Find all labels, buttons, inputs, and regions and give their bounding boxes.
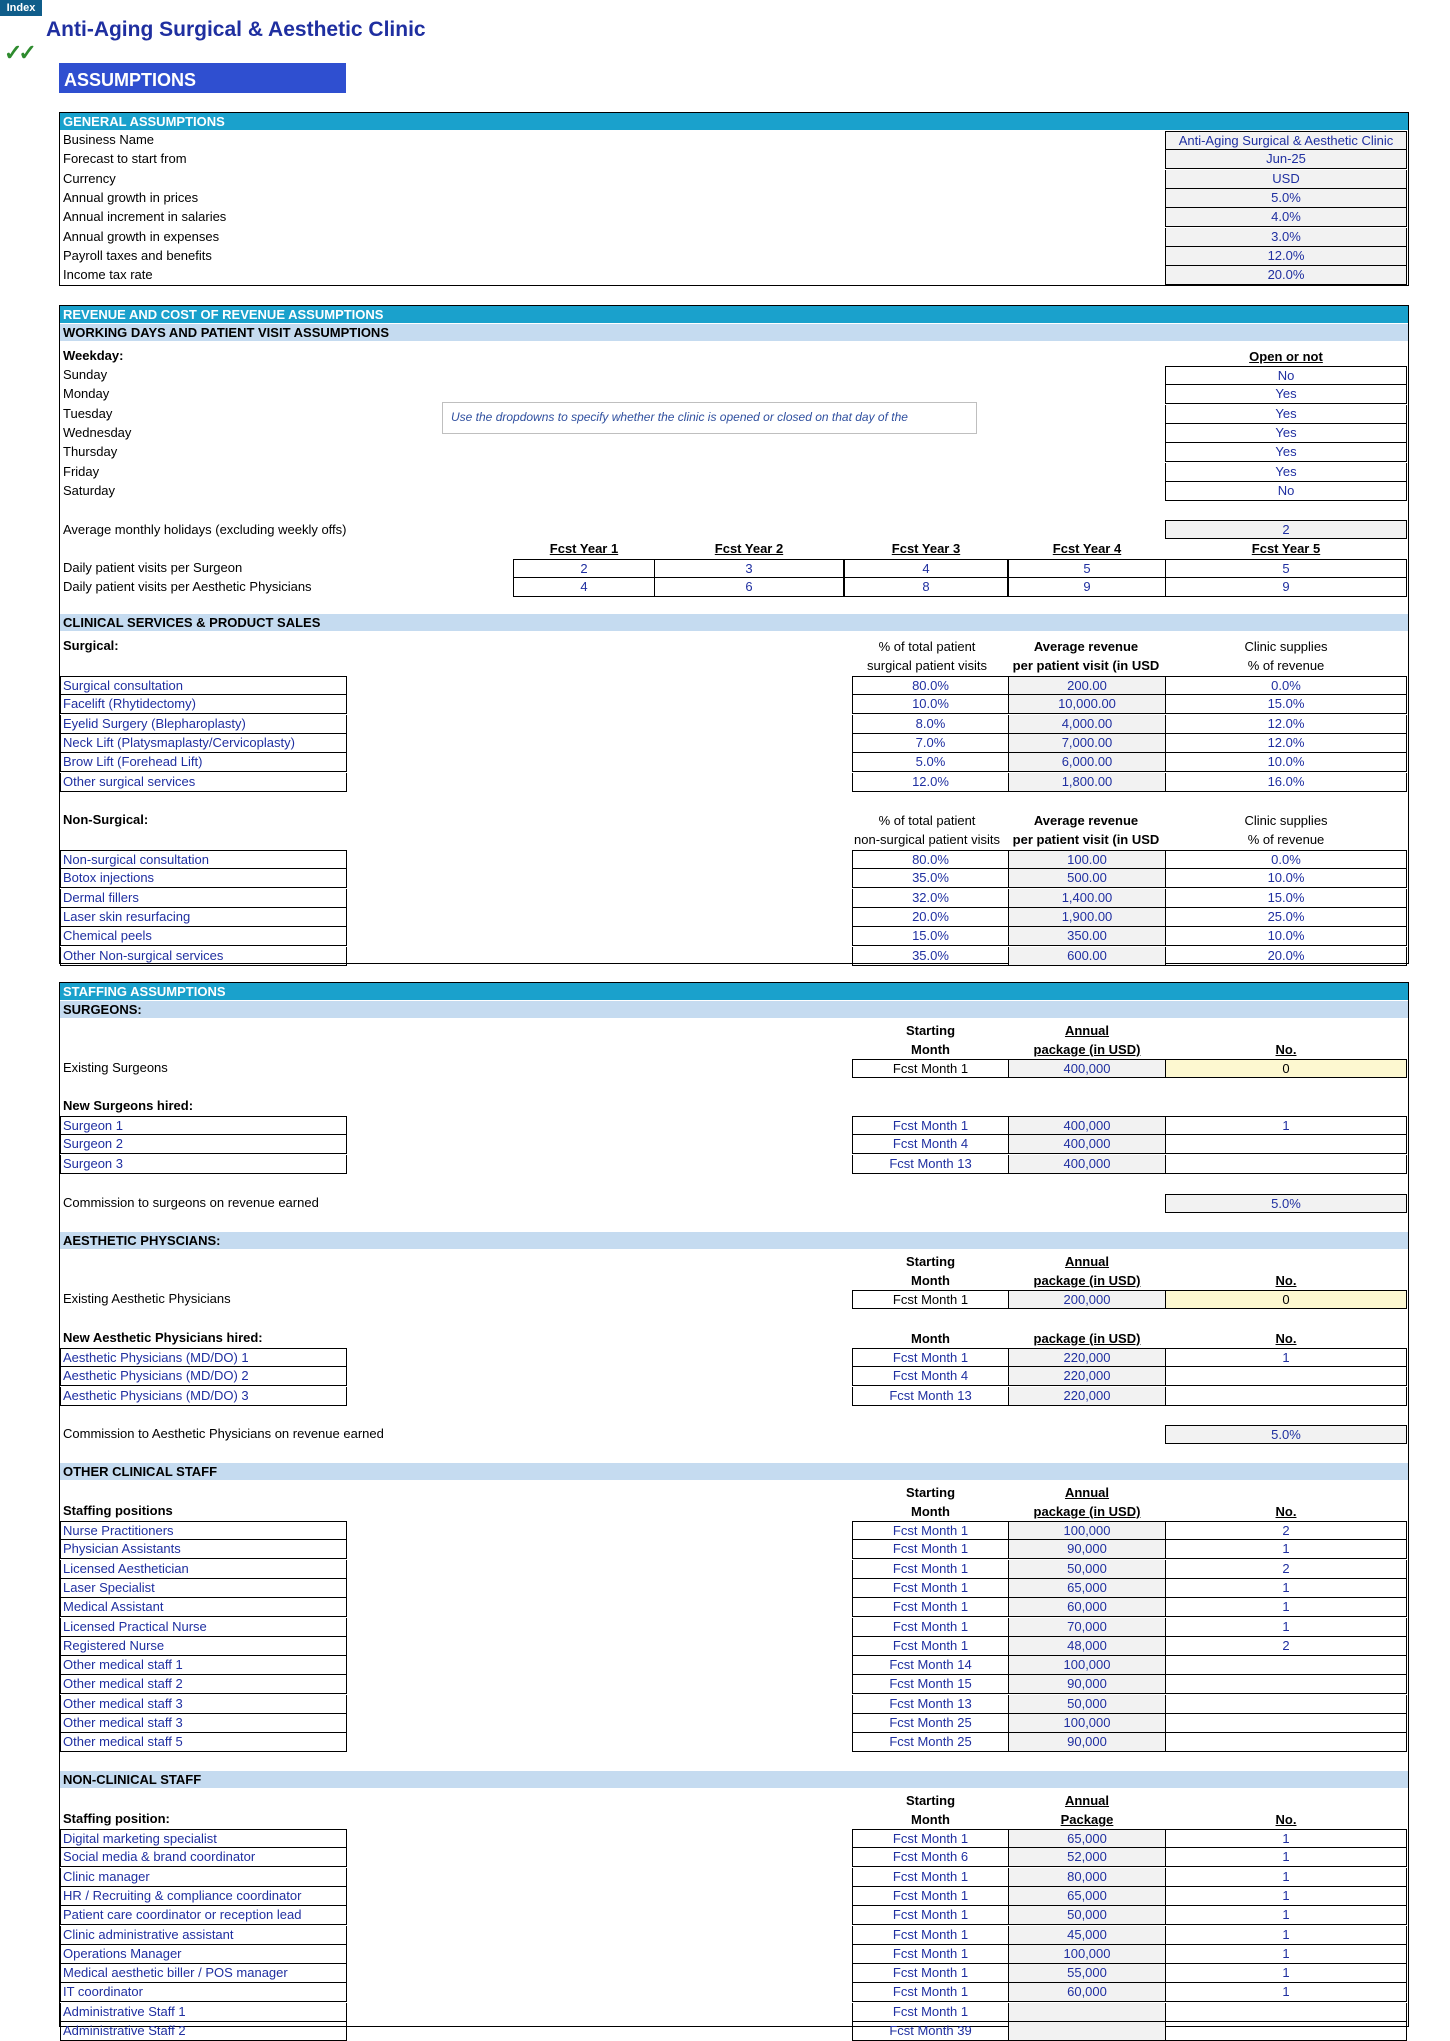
staff-count[interactable]: [1165, 2003, 1407, 2022]
service-pct[interactable]: 80.0%: [852, 676, 1009, 695]
general-row-label: Payroll taxes and benefits: [63, 247, 212, 263]
visits-aesthetic-cell[interactable]: 4: [513, 578, 655, 597]
existing-package[interactable]: 200,000: [1008, 1290, 1166, 1309]
staff-package[interactable]: 50,000: [1008, 1695, 1166, 1714]
existing-count[interactable]: 0: [1165, 1059, 1407, 1078]
staff-start-month[interactable]: Fcst Month 1: [852, 1618, 1009, 1637]
existing-label: Existing Aesthetic Physicians: [63, 1291, 231, 1306]
surgical-label: Surgical:: [63, 638, 119, 653]
service-pct[interactable]: 15.0%: [852, 927, 1009, 946]
service-revenue[interactable]: 350.00: [1008, 927, 1166, 946]
staff-link[interactable]: Social media & brand coordinator: [60, 1848, 347, 1867]
staff-count[interactable]: 2: [1165, 1637, 1407, 1656]
staff-count[interactable]: [1165, 2022, 1407, 2041]
staff-link[interactable]: Clinic manager: [60, 1868, 347, 1887]
staff-package[interactable]: 50,000: [1008, 1560, 1166, 1579]
staff-link[interactable]: Licensed Practical Nurse: [60, 1618, 347, 1637]
check-icon: ✓✓: [4, 40, 33, 65]
staff-count[interactable]: 1: [1165, 1540, 1407, 1559]
general-row-label: Annual growth in prices: [63, 189, 199, 205]
no-header: No.: [1275, 1812, 1297, 1827]
general-row-label: Forecast to start from: [63, 151, 187, 167]
s-col2-b: per patient visit (in USD: [1012, 658, 1160, 673]
year-header: Fcst Year 4: [1052, 541, 1122, 556]
staff-count[interactable]: 1: [1165, 1829, 1407, 1848]
staff-count[interactable]: 1: [1165, 1906, 1407, 1925]
staff-package[interactable]: 45,000: [1008, 1926, 1166, 1945]
staff-count[interactable]: 1: [1165, 1887, 1407, 1906]
position-label: Staffing position:: [63, 1811, 170, 1826]
visits-surgeon-cell[interactable]: 5: [1165, 559, 1407, 578]
s-col3-b: % of revenue: [1247, 658, 1325, 673]
starting-header: Starting: [905, 1485, 956, 1500]
staff-link[interactable]: Nurse Practitioners: [60, 1521, 347, 1540]
staff-start-month[interactable]: Fcst Month 1: [852, 1829, 1009, 1848]
general-row-value[interactable]: USD: [1165, 170, 1407, 189]
day-open-dropdown[interactable]: Yes: [1165, 424, 1407, 443]
working-days-header: WORKING DAYS AND PATIENT VISIT ASSUMPTIONS: [60, 324, 1408, 341]
staff-package[interactable]: 90,000: [1008, 1540, 1166, 1559]
staff-package[interactable]: 90,000: [1008, 1733, 1166, 1752]
general-row-value[interactable]: 4.0%: [1165, 208, 1407, 227]
year-header: Fcst Year 3: [891, 541, 961, 556]
staff-count[interactable]: 1: [1165, 1618, 1407, 1637]
general-header: GENERAL ASSUMPTIONS: [60, 113, 1408, 130]
year-header: Fcst Year 2: [714, 541, 784, 556]
service-supplies[interactable]: 25.0%: [1165, 908, 1407, 927]
staff-package[interactable]: 80,000: [1008, 1868, 1166, 1887]
staff-link[interactable]: Other medical staff 5: [60, 1733, 347, 1752]
staff-count[interactable]: 1: [1165, 1983, 1407, 2002]
day-label: Tuesday: [63, 405, 113, 421]
service-link[interactable]: Chemical peels: [60, 927, 347, 946]
staff-start-month[interactable]: Fcst Month 1: [852, 2003, 1009, 2022]
service-link[interactable]: Other Non-surgical services: [60, 947, 347, 966]
staff-count[interactable]: [1165, 1367, 1407, 1386]
staff-start-month[interactable]: Fcst Month 1: [852, 1116, 1009, 1135]
staff-package[interactable]: 60,000: [1008, 1598, 1166, 1617]
staff-start-month[interactable]: Fcst Month 1: [852, 1579, 1009, 1598]
staff-package[interactable]: 52,000: [1008, 1848, 1166, 1867]
service-pct[interactable]: 10.0%: [852, 695, 1009, 714]
staff-package[interactable]: 100,000: [1008, 1945, 1166, 1964]
service-pct[interactable]: 80.0%: [852, 850, 1009, 869]
staff-package[interactable]: [1008, 2022, 1166, 2041]
staff-link[interactable]: Other medical staff 1: [60, 1656, 347, 1675]
staff-package[interactable]: 100,000: [1008, 1521, 1166, 1540]
service-link[interactable]: Botox injections: [60, 869, 347, 888]
existing-package[interactable]: 400,000: [1008, 1059, 1166, 1078]
annual-header: Annual: [1064, 1485, 1110, 1500]
visits-surgeon-cell[interactable]: 5: [1008, 559, 1166, 578]
staff-count[interactable]: 2: [1165, 1521, 1407, 1540]
holidays-value[interactable]: 2: [1165, 520, 1407, 539]
staff-start-month[interactable]: Fcst Month 1: [852, 1540, 1009, 1559]
general-row-label: Annual increment in salaries: [63, 209, 227, 225]
staff-link[interactable]: Physician Assistants: [60, 1540, 347, 1559]
staff-package[interactable]: 220,000: [1008, 1367, 1166, 1386]
nonclinical-header: NON-CLINICAL STAFF: [60, 1771, 1408, 1788]
general-row-value[interactable]: Anti-Aging Surgical & Aesthetic Clinic: [1165, 131, 1407, 150]
staff-start-month[interactable]: Fcst Month 1: [852, 1598, 1009, 1617]
staff-count[interactable]: 1: [1165, 1116, 1407, 1135]
surgeon-commission-value[interactable]: 5.0%: [1165, 1194, 1407, 1213]
no-header: No.: [1275, 1504, 1297, 1519]
staff-link[interactable]: HR / Recruiting & compliance coordinator: [60, 1887, 347, 1906]
staff-link[interactable]: Administrative Staff 1: [60, 2003, 347, 2022]
service-revenue[interactable]: 1,400.00: [1008, 889, 1166, 908]
service-supplies[interactable]: 20.0%: [1165, 947, 1407, 966]
service-link[interactable]: Surgical consultation: [60, 676, 347, 695]
service-link[interactable]: Neck Lift (Platysmaplasty/Cervicoplasty): [60, 734, 347, 753]
day-open-dropdown[interactable]: Yes: [1165, 405, 1407, 424]
staff-link[interactable]: Operations Manager: [60, 1945, 347, 1964]
staff-link[interactable]: Patient care coordinator or reception lead: [60, 1906, 347, 1925]
staff-link[interactable]: Licensed Aesthetician: [60, 1560, 347, 1579]
day-label: Saturday: [63, 482, 116, 498]
n-col3-a: Clinic supplies: [1244, 813, 1328, 828]
year-header: Fcst Year 1: [549, 541, 619, 556]
service-pct[interactable]: 35.0%: [852, 869, 1009, 888]
no-header: No.: [1275, 1273, 1297, 1288]
existing-start-month[interactable]: Fcst Month 1: [852, 1059, 1009, 1078]
service-supplies[interactable]: 0.0%: [1165, 676, 1407, 695]
general-row-value[interactable]: 3.0%: [1165, 228, 1407, 247]
staff-count[interactable]: [1165, 1733, 1407, 1752]
visits-aesthetic-cell[interactable]: 8: [844, 578, 1008, 597]
staff-package[interactable]: 220,000: [1008, 1387, 1166, 1406]
visits-surgeon-cell[interactable]: 2: [513, 559, 655, 578]
s-col3-a: Clinic supplies: [1244, 639, 1328, 654]
day-open-dropdown[interactable]: No: [1165, 366, 1407, 385]
staff-start-month[interactable]: Fcst Month 1: [852, 1637, 1009, 1656]
staff-link[interactable]: Other medical staff 2: [60, 1675, 347, 1694]
service-pct[interactable]: 20.0%: [852, 908, 1009, 927]
day-label: Thursday: [63, 444, 118, 460]
staff-count[interactable]: 2: [1165, 1560, 1407, 1579]
staff-start-month[interactable]: Fcst Month 1: [852, 1521, 1009, 1540]
staff-count[interactable]: [1165, 1695, 1407, 1714]
package-header: Package: [1060, 1812, 1114, 1827]
nonsurgical-label: Non-Surgical:: [63, 812, 149, 827]
staff-start-month[interactable]: Fcst Month 1: [852, 1348, 1009, 1367]
staff-start-month[interactable]: Fcst Month 1: [852, 1983, 1009, 2002]
staff-package[interactable]: 100,000: [1008, 1656, 1166, 1675]
month-header: Month: [911, 1812, 950, 1827]
staff-package[interactable]: 65,000: [1008, 1579, 1166, 1598]
package-header: package (in USD): [1033, 1273, 1141, 1288]
service-revenue[interactable]: 600.00: [1008, 947, 1166, 966]
annual-header: Annual: [1064, 1023, 1110, 1038]
s-col1-b: surgical patient visits: [867, 658, 987, 673]
n-col3-b: % of revenue: [1247, 832, 1325, 847]
s-col1-a: % of total patient: [878, 639, 976, 654]
existing-label: Existing Surgeons: [63, 1060, 168, 1075]
staff-package[interactable]: 65,000: [1008, 1887, 1166, 1906]
service-pct[interactable]: 7.0%: [852, 734, 1009, 753]
other-staff-header: OTHER CLINICAL STAFF: [60, 1463, 1408, 1480]
staff-link[interactable]: Registered Nurse: [60, 1637, 347, 1656]
service-link[interactable]: Non-surgical consultation: [60, 850, 347, 869]
surgeon-commission-label: Commission to surgeons on revenue earned: [63, 1195, 319, 1210]
service-link[interactable]: Facelift (Rhytidectomy): [60, 695, 347, 714]
aesthetic-commission-value[interactable]: 5.0%: [1165, 1425, 1407, 1444]
staff-count[interactable]: 1: [1165, 1868, 1407, 1887]
staff-start-month[interactable]: Fcst Month 1: [852, 1964, 1009, 1983]
staff-count[interactable]: 1: [1165, 1598, 1407, 1617]
starting-header: Starting: [905, 1254, 956, 1269]
service-pct[interactable]: 32.0%: [852, 889, 1009, 908]
staff-package[interactable]: 400,000: [1008, 1135, 1166, 1154]
annual-header: Annual: [1064, 1254, 1110, 1269]
new-aesthetic-label: New Aesthetic Physicians hired:: [63, 1330, 263, 1345]
staff-start-month[interactable]: Fcst Month 1: [852, 1560, 1009, 1579]
staffing-header: STAFFING ASSUMPTIONS: [60, 983, 1408, 1000]
day-label: Wednesday: [63, 424, 132, 440]
staff-link[interactable]: Aesthetic Physicians (MD/DO) 2: [60, 1367, 347, 1386]
service-link[interactable]: Eyelid Surgery (Blepharoplasty): [60, 715, 347, 734]
staff-link[interactable]: Aesthetic Physicians (MD/DO) 3: [60, 1387, 347, 1406]
staff-count[interactable]: [1165, 1675, 1407, 1694]
staff-start-month[interactable]: Fcst Month 14: [852, 1656, 1009, 1675]
staff-link[interactable]: Medical aesthetic biller / POS manager: [60, 1964, 347, 1983]
general-row-label: Currency: [63, 170, 116, 186]
general-row-label: Business Name: [63, 132, 155, 147]
general-row-label: Income tax rate: [63, 267, 153, 283]
service-supplies[interactable]: 12.0%: [1165, 734, 1407, 753]
no-header: No.: [1275, 1331, 1297, 1346]
staff-package[interactable]: [1008, 2003, 1166, 2022]
positions-label: Staffing positions: [63, 1503, 173, 1518]
service-supplies[interactable]: 10.0%: [1165, 753, 1407, 772]
staff-start-month[interactable]: Fcst Month 25: [852, 1714, 1009, 1733]
service-link[interactable]: Brow Lift (Forehead Lift): [60, 753, 347, 772]
staff-count[interactable]: 1: [1165, 1964, 1407, 1983]
n-col2-b: per patient visit (in USD: [1012, 832, 1160, 847]
staff-package[interactable]: 400,000: [1008, 1116, 1166, 1135]
package-header: package (in USD): [1033, 1504, 1141, 1519]
service-supplies[interactable]: 15.0%: [1165, 889, 1407, 908]
starting-header: Starting: [905, 1023, 956, 1038]
staff-link[interactable]: Clinic administrative assistant: [60, 1926, 347, 1945]
general-row-value[interactable]: 20.0%: [1165, 266, 1407, 285]
staff-package[interactable]: 90,000: [1008, 1675, 1166, 1694]
service-revenue[interactable]: 200.00: [1008, 676, 1166, 695]
staff-count[interactable]: [1165, 1656, 1407, 1675]
staff-count[interactable]: [1165, 1155, 1407, 1174]
staff-start-month[interactable]: Fcst Month 1: [852, 1887, 1009, 1906]
visits-aesthetic-cell[interactable]: 6: [654, 578, 844, 597]
service-pct[interactable]: 12.0%: [852, 773, 1009, 792]
general-row-label: Annual growth in expenses: [63, 228, 220, 244]
visits-aesthetic-label: Daily patient visits per Aesthetic Physicians: [63, 579, 312, 594]
revenue-header: REVENUE AND COST OF REVENUE ASSUMPTIONS: [60, 306, 1408, 323]
surgeons-header: SURGEONS:: [60, 1001, 1408, 1018]
visits-aesthetic-cell[interactable]: 9: [1008, 578, 1166, 597]
clinical-header: CLINICAL SERVICES & PRODUCT SALES: [60, 614, 1408, 631]
staff-package[interactable]: 55,000: [1008, 1964, 1166, 1983]
staff-package[interactable]: 60,000: [1008, 1983, 1166, 2002]
staff-count[interactable]: [1165, 1135, 1407, 1154]
visits-surgeon-cell[interactable]: 3: [654, 559, 844, 578]
staff-count[interactable]: 1: [1165, 1848, 1407, 1867]
general-row-value[interactable]: Jun-25: [1165, 150, 1407, 169]
staff-count[interactable]: [1165, 1387, 1407, 1406]
assumptions-label: ASSUMPTIONS: [59, 63, 346, 93]
index-tab[interactable]: Index: [0, 0, 42, 16]
service-supplies[interactable]: 10.0%: [1165, 927, 1407, 946]
aesthetic-header: AESTHETIC PHYSCIANS:: [60, 1232, 1408, 1249]
day-open-dropdown[interactable]: Yes: [1165, 443, 1407, 462]
service-link[interactable]: Other surgical services: [60, 773, 347, 792]
n-col1-b: non-surgical patient visits: [854, 832, 1000, 847]
staff-link[interactable]: Digital marketing specialist: [60, 1829, 347, 1848]
staff-package[interactable]: 100,000: [1008, 1714, 1166, 1733]
dropdown-note: Use the dropdowns to specify whether the clinic is opened or closed on that day of the: [442, 402, 977, 434]
staff-link[interactable]: Laser Specialist: [60, 1579, 347, 1598]
month-header: Month: [911, 1331, 950, 1346]
day-label: Monday: [63, 386, 110, 402]
staff-count[interactable]: 1: [1165, 1579, 1407, 1598]
service-revenue[interactable]: 6,000.00: [1008, 753, 1166, 772]
service-revenue[interactable]: 100.00: [1008, 850, 1166, 869]
visits-surgeon-label: Daily patient visits per Surgeon: [63, 560, 243, 575]
n-col2-a: Average revenue: [1033, 813, 1139, 828]
staff-link[interactable]: Aesthetic Physicians (MD/DO) 1: [60, 1348, 347, 1367]
package-header: package (in USD): [1033, 1042, 1141, 1057]
service-supplies[interactable]: 12.0%: [1165, 715, 1407, 734]
staff-start-month[interactable]: Fcst Month 6: [852, 1848, 1009, 1867]
staff-start-month[interactable]: Fcst Month 39: [852, 2022, 1009, 2041]
staff-package[interactable]: 48,000: [1008, 1637, 1166, 1656]
staff-package[interactable]: 400,000: [1008, 1155, 1166, 1174]
month-header: Month: [911, 1042, 950, 1057]
staff-start-month[interactable]: Fcst Month 1: [852, 1926, 1009, 1945]
weekday-label: Weekday:: [63, 348, 124, 363]
visits-aesthetic-cell[interactable]: 9: [1165, 578, 1407, 597]
month-header: Month: [911, 1504, 950, 1519]
service-link[interactable]: Dermal fillers: [60, 889, 347, 908]
service-supplies[interactable]: 0.0%: [1165, 850, 1407, 869]
service-supplies[interactable]: 10.0%: [1165, 869, 1407, 888]
visits-surgeon-cell[interactable]: 4: [844, 559, 1008, 578]
service-revenue[interactable]: 500.00: [1008, 869, 1166, 888]
staff-link[interactable]: Surgeon 2: [60, 1135, 347, 1154]
annual-header: Annual: [1064, 1793, 1110, 1808]
staff-link[interactable]: Administrative Staff 2: [60, 2022, 347, 2041]
day-label: Friday: [63, 463, 100, 479]
staff-link[interactable]: Medical Assistant: [60, 1598, 347, 1617]
staff-start-month[interactable]: Fcst Month 13: [852, 1695, 1009, 1714]
existing-start-month[interactable]: Fcst Month 1: [852, 1290, 1009, 1309]
staff-package[interactable]: 70,000: [1008, 1618, 1166, 1637]
service-pct[interactable]: 35.0%: [852, 947, 1009, 966]
general-row-value[interactable]: 12.0%: [1165, 247, 1407, 266]
staff-start-month[interactable]: Fcst Month 25: [852, 1733, 1009, 1752]
day-label: Sunday: [63, 367, 108, 382]
page-title: Anti-Aging Surgical & Aesthetic Clinic: [46, 18, 426, 41]
year-header: Fcst Year 5: [1251, 541, 1321, 556]
new-surgeons-label: New Surgeons hired:: [63, 1098, 194, 1113]
staff-package[interactable]: 50,000: [1008, 1906, 1166, 1925]
n-col1-a: % of total patient: [878, 813, 976, 828]
service-revenue[interactable]: 7,000.00: [1008, 734, 1166, 753]
service-pct[interactable]: 8.0%: [852, 715, 1009, 734]
aesthetic-commission-label: Commission to Aesthetic Physicians on revenue earned: [63, 1426, 384, 1441]
staff-package[interactable]: 65,000: [1008, 1829, 1166, 1848]
service-supplies[interactable]: 15.0%: [1165, 695, 1407, 714]
staff-link[interactable]: Other medical staff 3: [60, 1695, 347, 1714]
existing-count[interactable]: 0: [1165, 1290, 1407, 1309]
staff-link[interactable]: Surgeon 1: [60, 1116, 347, 1135]
s-col2-a: Average revenue: [1033, 639, 1139, 654]
month-header: Month: [911, 1273, 950, 1288]
staff-link[interactable]: Surgeon 3: [60, 1155, 347, 1174]
staff-start-month[interactable]: Fcst Month 13: [852, 1155, 1009, 1174]
staff-start-month[interactable]: Fcst Month 4: [852, 1135, 1009, 1154]
staff-start-month[interactable]: Fcst Month 13: [852, 1387, 1009, 1406]
service-revenue[interactable]: 1,800.00: [1008, 773, 1166, 792]
staff-start-month[interactable]: Fcst Month 15: [852, 1675, 1009, 1694]
package-header: package (in USD): [1033, 1331, 1141, 1346]
service-revenue[interactable]: 10,000.00: [1008, 695, 1166, 714]
day-open-dropdown[interactable]: No: [1165, 482, 1407, 501]
staff-count[interactable]: 1: [1165, 1926, 1407, 1945]
staff-start-month[interactable]: Fcst Month 1: [852, 1906, 1009, 1925]
service-link[interactable]: Laser skin resurfacing: [60, 908, 347, 927]
day-open-dropdown[interactable]: Yes: [1165, 463, 1407, 482]
general-row-value[interactable]: 5.0%: [1165, 189, 1407, 208]
starting-header: Starting: [905, 1793, 956, 1808]
service-pct[interactable]: 5.0%: [852, 753, 1009, 772]
staff-count[interactable]: 1: [1165, 1945, 1407, 1964]
staff-start-month[interactable]: Fcst Month 4: [852, 1367, 1009, 1386]
staff-link[interactable]: Other medical staff 3: [60, 1714, 347, 1733]
holidays-label: Average monthly holidays (excluding weekly offs): [63, 522, 347, 537]
service-supplies[interactable]: 16.0%: [1165, 773, 1407, 792]
no-header: No.: [1275, 1042, 1297, 1057]
open-label: Open or not: [1249, 349, 1323, 364]
staff-package[interactable]: 220,000: [1008, 1348, 1166, 1367]
day-open-dropdown[interactable]: Yes: [1165, 385, 1407, 404]
service-revenue[interactable]: 4,000.00: [1008, 715, 1166, 734]
staff-link[interactable]: IT coordinator: [60, 1983, 347, 2002]
staff-count[interactable]: 1: [1165, 1348, 1407, 1367]
staff-start-month[interactable]: Fcst Month 1: [852, 1868, 1009, 1887]
staff-start-month[interactable]: Fcst Month 1: [852, 1945, 1009, 1964]
service-revenue[interactable]: 1,900.00: [1008, 908, 1166, 927]
staff-count[interactable]: [1165, 1714, 1407, 1733]
